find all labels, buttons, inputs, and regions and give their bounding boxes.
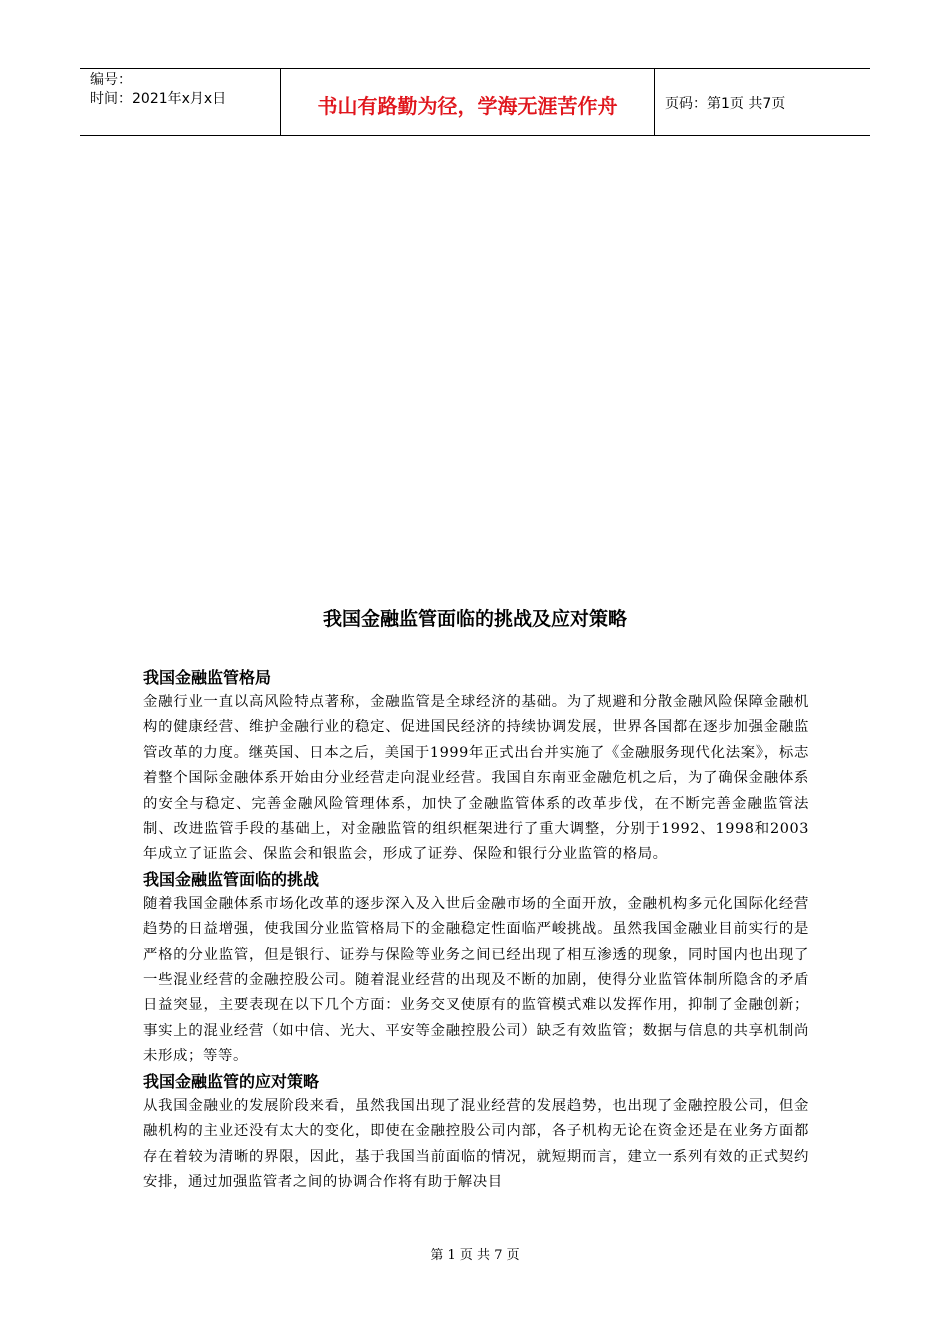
section-paragraph: 金融行业一直以高风险特点著称，金融监管是全球经济的基础。为了规避和分散金融风险保障金融机构的健康经营、维护金融行业的稳定、促进国民经济的持续协调发展，世界各国都在逐步加强金融监管改革的力度。继英国、日本之后，美国于1999年正式出台并实施了《金融服务现代化法案》，标志着整个国际金融体系开始由分业经营走向混业经营。我国自东南亚金融危机之后，为了确保金融体系的安全与稳定、完善金融风险管理体系，加快了金融监管体系的改革步伐，在不断完善金融监管法制、改进监管手段的基础上，对金融监管的组织框架进行了重大调整，分别于1992、1998和2003年成立了证监会、保监会和银监会，形成了证券、保险和银行分业监管的格局。 bbox=[143, 694, 809, 863]
section-paragraph: 随着我国金融体系市场化改革的逐步深入及入世后金融市场的全面开放，金融机构多元化国际化经营趋势的日益增强，使我国分业监管格局下的金融稳定性面临严峻挑战。虽然我国金融业目前实行的是严格的分业监管，但是银行、证券与保险等业务之间已经出现了相互渗透的现象，同时国内也出现了一些混业经营的金融控股公司。随着混业经营的出现及不断的加剧，使得分业监管体制所隐含的矛盾日益突显，主要表现在以下几个方面：业务交叉使原有的监管模式难以发挥作用，抑制了金融创新；事实上的混业经营（如中信、光大、平安等金融控股公司）缺乏有效监管；数据与信息的共享机制尚未形成；等等。 bbox=[143, 895, 809, 1065]
section-heading: 我国金融监管面临的挑战 bbox=[143, 869, 320, 889]
page-footer: 第 1 页 共 7 页 bbox=[430, 1248, 520, 1263]
header-table bbox=[80, 68, 870, 136]
document-number-label: 编号： bbox=[90, 72, 132, 88]
document-time-label: 时间：2021年x月x日 bbox=[90, 91, 227, 107]
section-heading: 我国金融监管格局 bbox=[143, 668, 272, 687]
header-meta-cell bbox=[80, 69, 281, 135]
document-body bbox=[143, 666, 809, 1195]
section-heading: 我国金融监管的应对策略 bbox=[143, 1071, 320, 1091]
header-motto: 书山有路勤为径，学海无涯苦作舟 bbox=[281, 69, 655, 135]
document-title: 我国金融监管面临的挑战及应对策略 bbox=[322, 608, 627, 630]
header-page-info: 页码：第1页 共7页 bbox=[665, 96, 786, 112]
section-paragraph: 从我国金融业的发展阶段来看，虽然我国出现了混业经营的发展趋势，也出现了金融控股公司，但金融机构的主业还没有太大的变化，即使在金融控股公司内部，各子机构无论在资金还是在业务方面都存在着较为清晰的界限，因此，基于我国当前面临的情况，就短期而言，建立一系列有效的正式契约安排，通过加强监管者之间的协调合作将有助于解决目 bbox=[143, 1097, 809, 1190]
